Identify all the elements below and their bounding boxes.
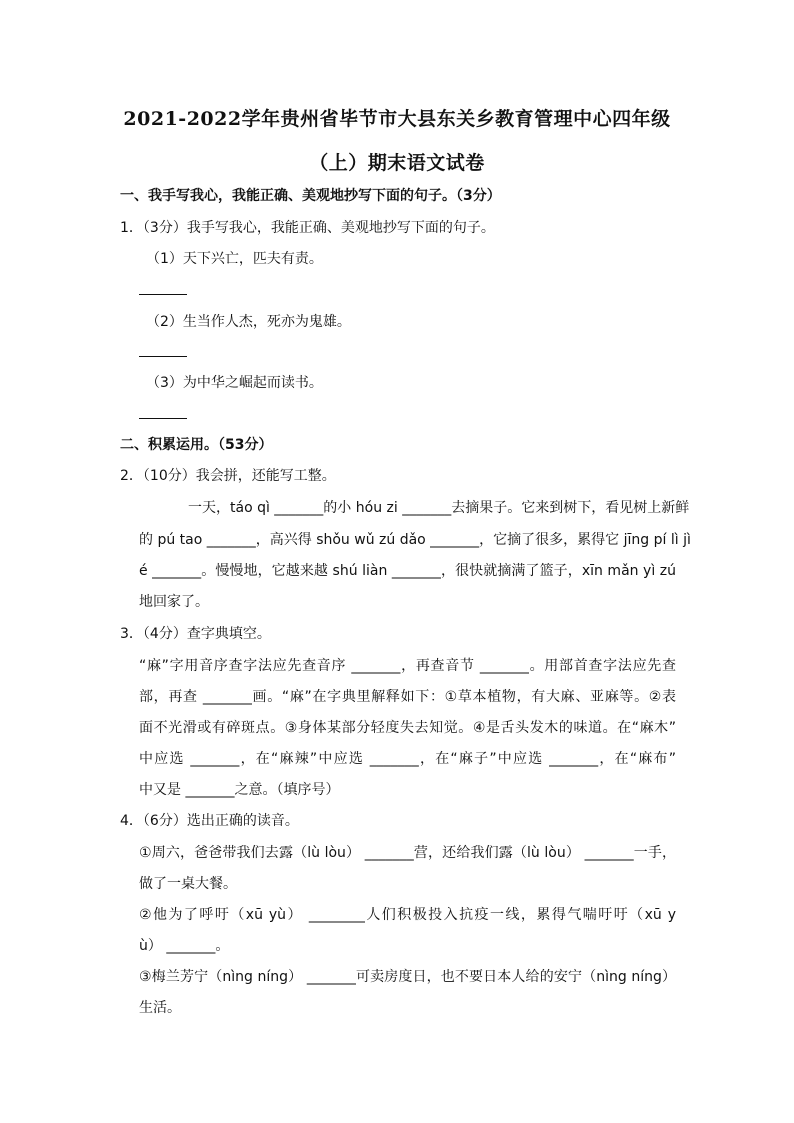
q3-text-line-4: 中应选 _______，在“麻辣”中应选 _______，在“麻子”中应选 _______，在“麻布” xyxy=(139,751,676,767)
q1-answer-blank-3[interactable] xyxy=(139,418,187,419)
q4-text-line-5: ③梅兰芳宁（nìng níng） _______可卖房度日，也不要日本人给的安宁（nìng níng） xyxy=(139,969,676,985)
q3-stem: 3．（4分）查字典填空。 xyxy=(120,626,271,642)
q2-text-line-3: é _______。慢慢地，它越来越 shú liàn _______，很快就摘满了篮子，xīn mǎn yì zú xyxy=(139,563,676,579)
exam-title-line1: 2021-2022学年贵州省毕节市大县东关乡教育管理中心四年级 xyxy=(123,108,671,130)
q1-answer-blank-1[interactable] xyxy=(139,294,187,295)
q4-text-line-6: 生活。 xyxy=(139,1000,181,1016)
q1-answer-blank-2[interactable] xyxy=(139,356,187,357)
q4-text-line-1: ①周六，爸爸带我们去露（lù lòu） _______营，还给我们露（lù lòu） _______一手， xyxy=(139,845,676,861)
q4-text-line-4: ù） _______。 xyxy=(139,938,230,954)
q2-text-line-1: 一天，táo qì _______的小 hóu zi _______去摘果子。它来到树下，看见树上新鲜 xyxy=(188,500,690,516)
q1-item-3: （3）为中华之崛起而读书。 xyxy=(146,375,323,391)
q1-item-1: （1）天下兴亡，匹夫有责。 xyxy=(146,251,323,267)
q2-stem: 2．（10分）我会拼，还能写工整。 xyxy=(120,468,336,484)
q1-item-2: （2）生当作人杰，死亦为鬼雄。 xyxy=(146,314,351,330)
q1-stem: 1．（3分）我手写我心，我能正确、美观地抄写下面的句子。 xyxy=(120,220,495,236)
q2-text-line-4: 地回家了。 xyxy=(139,594,209,610)
q3-text-line-5: 中又是 _______之意。（填序号） xyxy=(139,782,340,798)
q3-text-line-2: 部，再查 _______画。“麻”在字典里解释如下：①草本植物，有大麻、亚麻等。②表 xyxy=(139,689,676,705)
q4-text-line-3: ②他为了呼吁（xū yù） ________人们积极投入抗疫一线，累得气喘吁吁（xū y xyxy=(139,907,676,923)
exam-title-line2: （上）期末语文试卷 xyxy=(309,152,485,174)
q4-text-line-2: 做了一桌大餐。 xyxy=(139,876,237,892)
q3-text-line-1: “麻”字用音序查字法应先查音序 _______，再查音节 _______。用部首查字法应先查 xyxy=(139,658,676,674)
section2-heading: 二、积累运用。（53分） xyxy=(120,437,273,453)
section1-heading: 一、我手写我心，我能正确、美观地抄写下面的句子。（3分） xyxy=(120,188,501,204)
q3-text-line-3: 面不光滑或有碎斑点。③身体某部分轻度失去知觉。④是舌头发木的味道。在“麻木” xyxy=(139,720,676,736)
q4-stem: 4．（6分）选出正确的读音。 xyxy=(120,813,299,829)
q2-text-line-2: 的 pú tao _______，高兴得 shǒu wǔ zú dǎo _______，它摘了很多，累得它 jīng pí lì jì xyxy=(139,532,691,548)
